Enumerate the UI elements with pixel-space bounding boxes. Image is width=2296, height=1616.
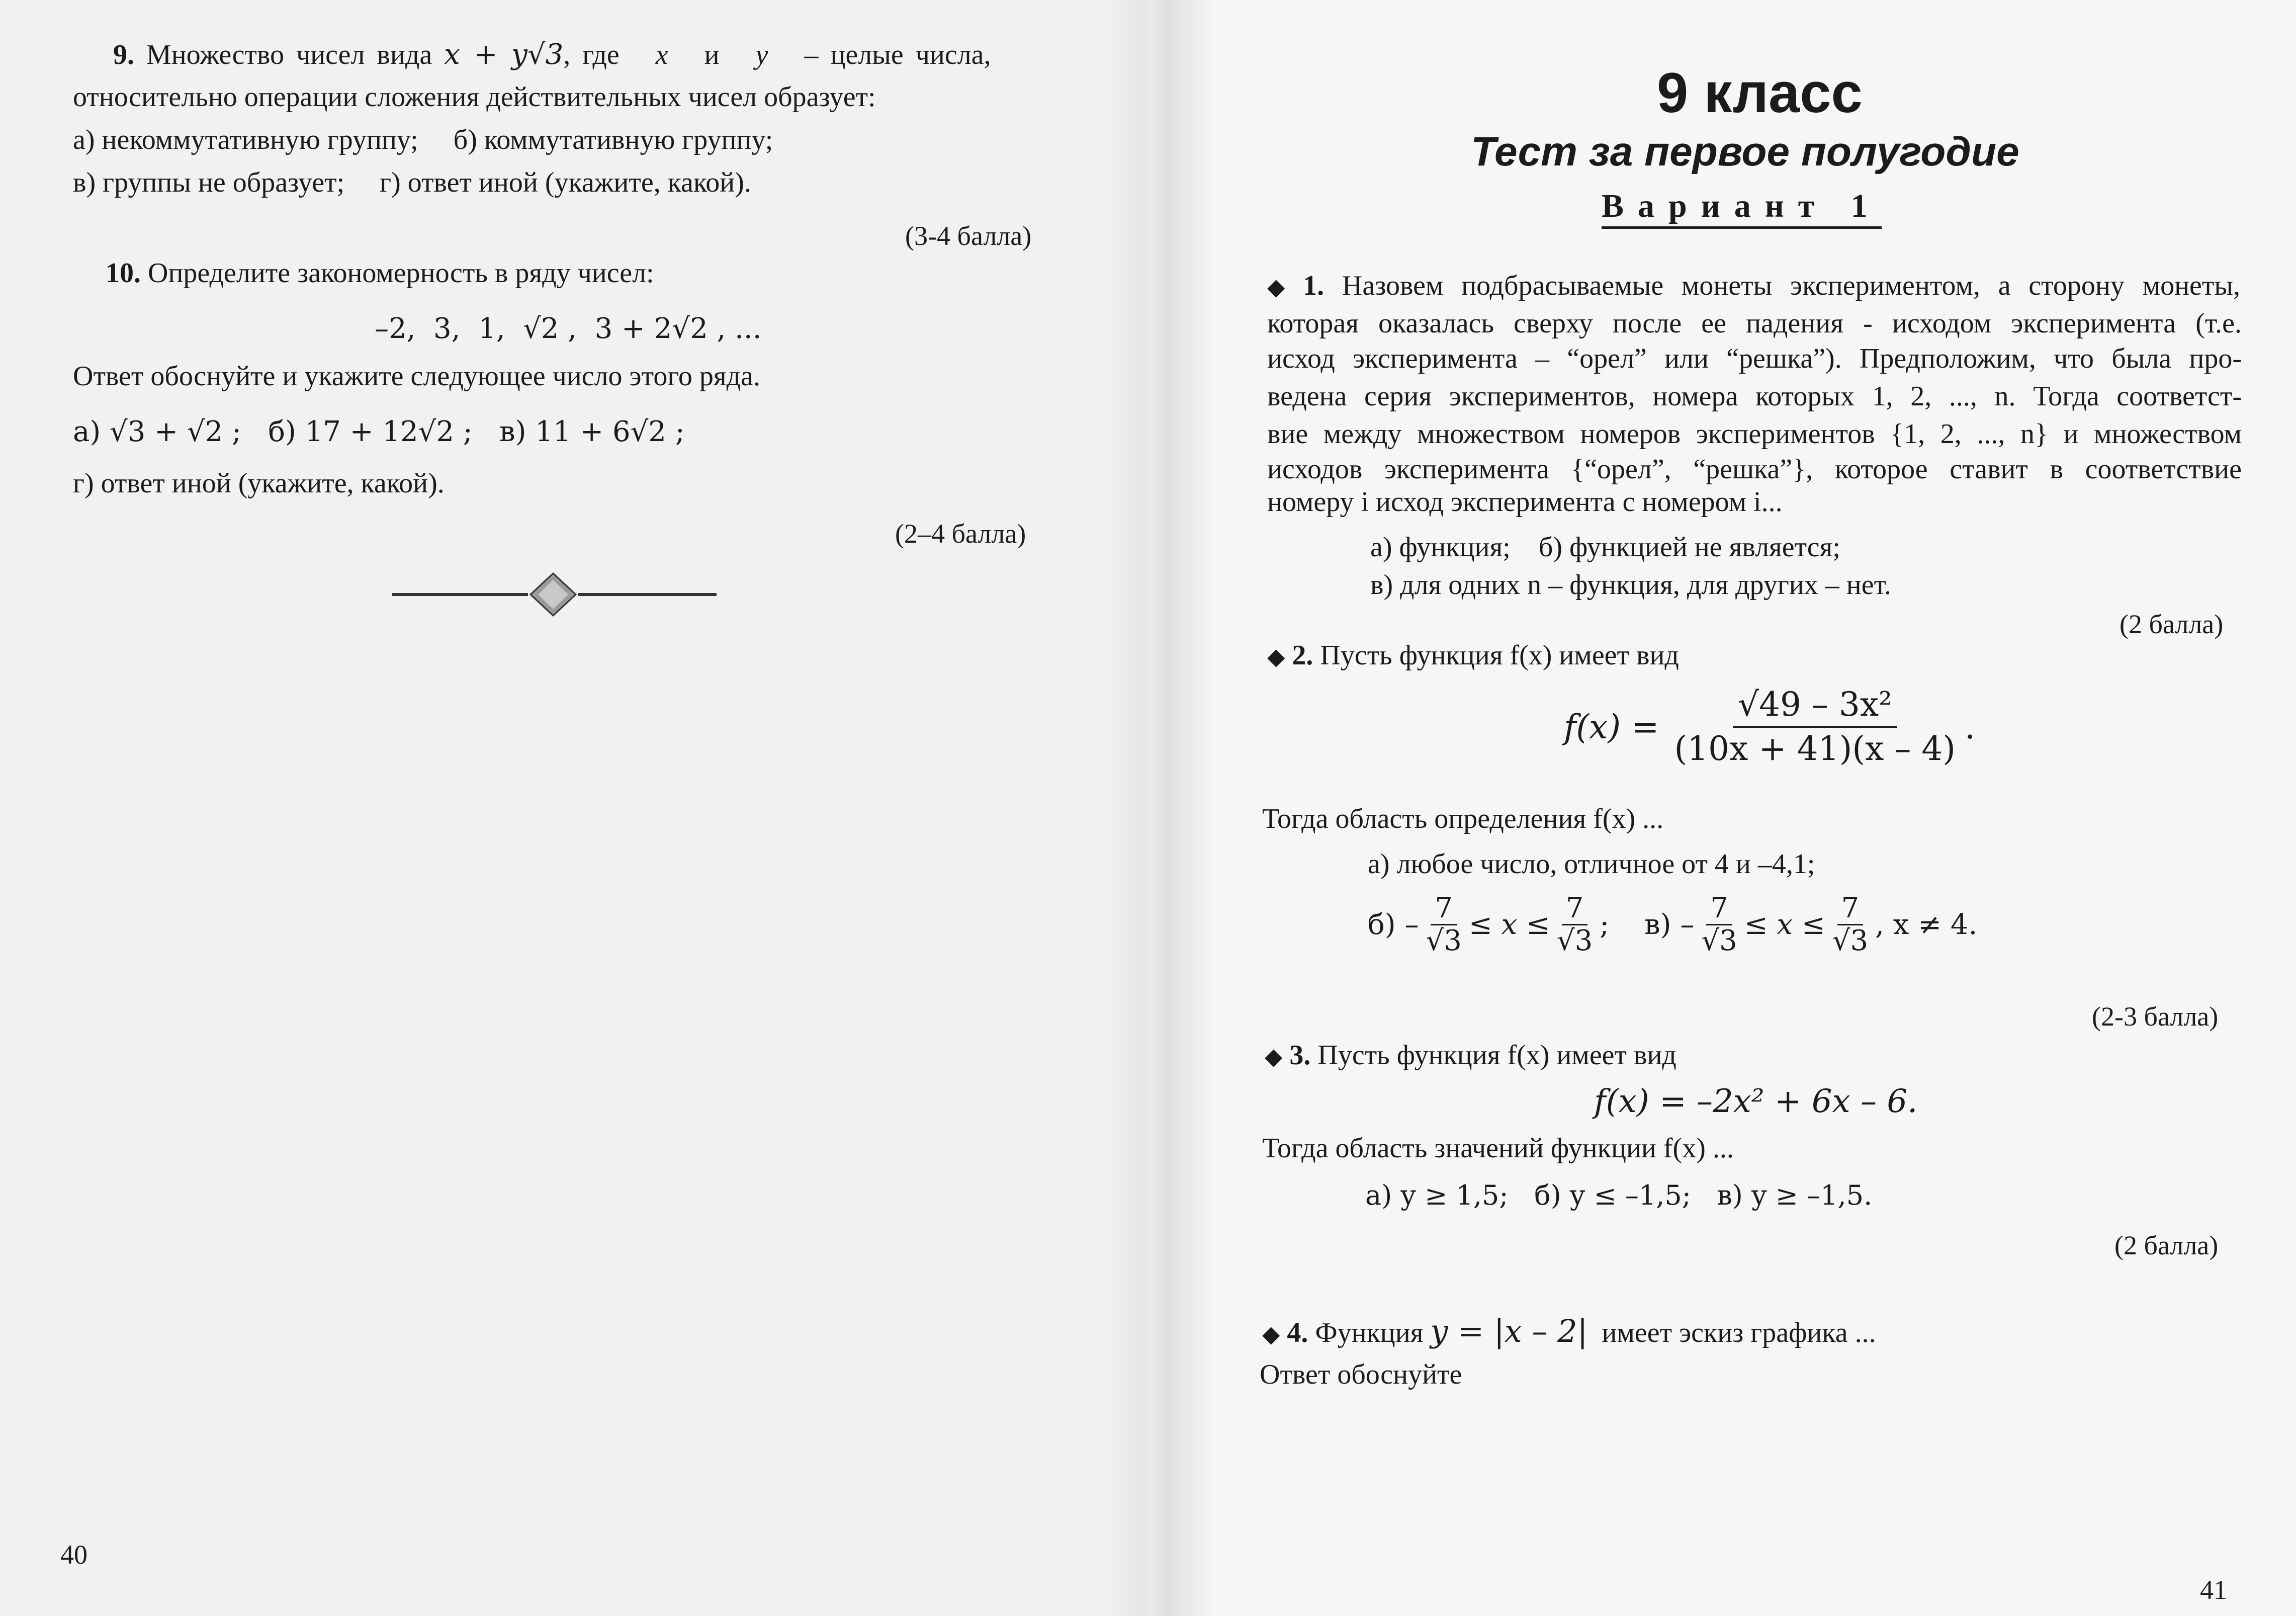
q9-line1 xyxy=(113,38,991,72)
q4-line1 xyxy=(1262,1313,1876,1350)
q3-formula: f(x) = –2x² + 6x – 6. xyxy=(1594,1083,1918,1120)
variant-heading: Вариант 1 xyxy=(1602,187,1882,229)
diamond-bullet-icon: ◆ xyxy=(1262,1321,1280,1347)
q3-options: а) y ≥ 1,5; б) y ≤ –1,5; в) y ≥ –1,5. xyxy=(1365,1179,1873,1211)
q2-frac-v2: $\frac{7}{√3}$ xyxy=(1832,892,1869,957)
q10-options: а) √3 + √2 ; б) 17 + 12√2 ; в) 11 + 6√2 ; xyxy=(73,415,685,448)
q10-line1 xyxy=(106,257,654,290)
q9-and: и xyxy=(704,39,720,70)
q3-text: Пусть функция f(x) имеет вид xyxy=(1317,1040,1676,1071)
q2-formula: f(x) = $\frac{\text{√49 – 3x²}}{(10x + 41)(x - 4)}$ . xyxy=(1564,685,1976,768)
q2-options-bv: б) – $\frac{7}{√3}$ ≤ x ≤ $\frac{7}{√3}$ ; в) – $\frac{7}{√3}$ ≤ x ≤ $\frac{7}{√3}$ , x ≠ 4. xyxy=(1368,892,1978,957)
grade-title: 9 класс xyxy=(1657,61,1863,124)
q9-expr: x + y√3 xyxy=(444,38,564,71)
q1-line-1 xyxy=(1267,269,2240,303)
q2-option-v-tail: , x ≠ 4. xyxy=(1875,908,1978,941)
q10-text: Определите закономерность в ряду чисел: xyxy=(148,258,654,289)
q2-option-v-label: в) xyxy=(1644,908,1671,941)
page-number-right: 41 xyxy=(2200,1575,2227,1605)
q4-number: 4. xyxy=(1287,1317,1308,1348)
q4-line2: Ответ обоснуйте xyxy=(1260,1359,1462,1390)
q2-frac-v1: $\frac{7}{√3}$ xyxy=(1701,892,1737,957)
q2-number: 2. xyxy=(1292,640,1313,671)
q1-text-1: Назовем подбрасываемые монеты экспериментом, а сторону монеты, xyxy=(1342,270,2240,301)
q9-text: Множество чисел вида xyxy=(146,39,432,70)
q1-line-7: номеру i исход эксперимента с номером i... xyxy=(1267,486,1783,518)
q9-options-2: в) группы не образует; г) ответ иной (укажите, какой). xyxy=(73,167,751,198)
page-number-left: 40 xyxy=(60,1540,87,1570)
q10-option-g: г) ответ иной (укажите, какой). xyxy=(73,468,445,499)
q2-frac-b2: $\frac{7}{√3}$ xyxy=(1556,892,1593,957)
q2-fraction xyxy=(1670,687,1960,767)
q2-lhs: f(x) = xyxy=(1564,707,1659,746)
q2-numerator: √49 – 3x² xyxy=(1733,687,1897,728)
q3-line1 xyxy=(1265,1039,1676,1072)
book-gutter-shadow xyxy=(1106,0,1217,1616)
q1-option-ab: а) функция; б) функцией не является; xyxy=(1370,532,1840,563)
q10-series: –2, 3, 1, √2 , 3 + 2√2 , ... xyxy=(375,312,762,345)
q1-line-4: ведена серия экспериментов, номера которых 1, 2, ..., n. Тогда соответст- xyxy=(1267,381,2242,412)
diamond-bullet-icon: ◆ xyxy=(1265,1044,1283,1069)
q1-line-3: исход эксперимента – “орел” или “решка”). Предположим, что была про- xyxy=(1267,343,2242,374)
q3-points: (2 балла) xyxy=(2114,1230,2219,1260)
q10-line2: Ответ обоснуйте и укажите следующее число этого ряда. xyxy=(73,361,760,392)
test-title: Тест за первое полугодие xyxy=(1471,129,2019,175)
q2-domain-text: Тогда область определения f(x) ... xyxy=(1262,803,1664,834)
q2-option-b-label: б) xyxy=(1368,908,1396,941)
q1-points: (2 балла) xyxy=(2120,609,2224,639)
q4-text-start: Функция xyxy=(1315,1317,1424,1348)
q3-range-text: Тогда область значений функции f(x) ... xyxy=(1262,1133,1734,1164)
diamond-bullet-icon: ◆ xyxy=(1267,644,1285,669)
q9-var-x: x xyxy=(655,39,668,70)
q2-frac-b1: $\frac{7}{√3}$ xyxy=(1426,892,1462,957)
q4-text-end: имеет эскиз графика ... xyxy=(1602,1317,1876,1348)
q9-options-1: а) некоммутативную группу; б) коммутативную группу; xyxy=(73,124,773,155)
q3-number: 3. xyxy=(1289,1040,1311,1071)
q9-number: 9. xyxy=(113,39,134,70)
q9-line2: относительно операции сложения действительных чисел образует: xyxy=(73,81,876,113)
q2-line1 xyxy=(1267,639,1679,672)
section-divider xyxy=(392,571,719,619)
q9-where: , где xyxy=(563,39,620,70)
q2-points: (2-3 балла) xyxy=(2092,1001,2219,1032)
q1-line-2: которая оказалась сверху после ее падения - исходом эксперимента (т.е. xyxy=(1267,308,2242,339)
diamond-bullet-icon: ◆ xyxy=(1267,274,1296,300)
q10-points: (2–4 балла) xyxy=(895,519,1026,549)
q1-line-6: исходов эксперимента {“орел”, “решка”}, которое ставит в соответствие xyxy=(1267,454,2242,485)
q10-number: 10. xyxy=(106,258,141,289)
q9-end: – целые числа, xyxy=(804,39,991,70)
q9-var-y: y xyxy=(755,39,768,70)
q4-formula: y = |x – 2| xyxy=(1430,1313,1588,1349)
q2-denominator: (10x + 41)(x – 4) xyxy=(1674,729,1956,768)
q2-option-a: а) любое число, отличное от 4 и –4,1; xyxy=(1368,848,1815,880)
q1-option-v: в) для одних n – функция, для других – нет. xyxy=(1370,569,1891,601)
q2-text: Пусть функция f(x) имеет вид xyxy=(1320,640,1679,671)
q1-line-5: вие между множеством номеров экспериментов {1, 2, ..., n} и множеством xyxy=(1267,418,2242,450)
q1-number: 1. xyxy=(1303,270,1324,301)
q9-points: (3-4 балла) xyxy=(905,221,1032,251)
